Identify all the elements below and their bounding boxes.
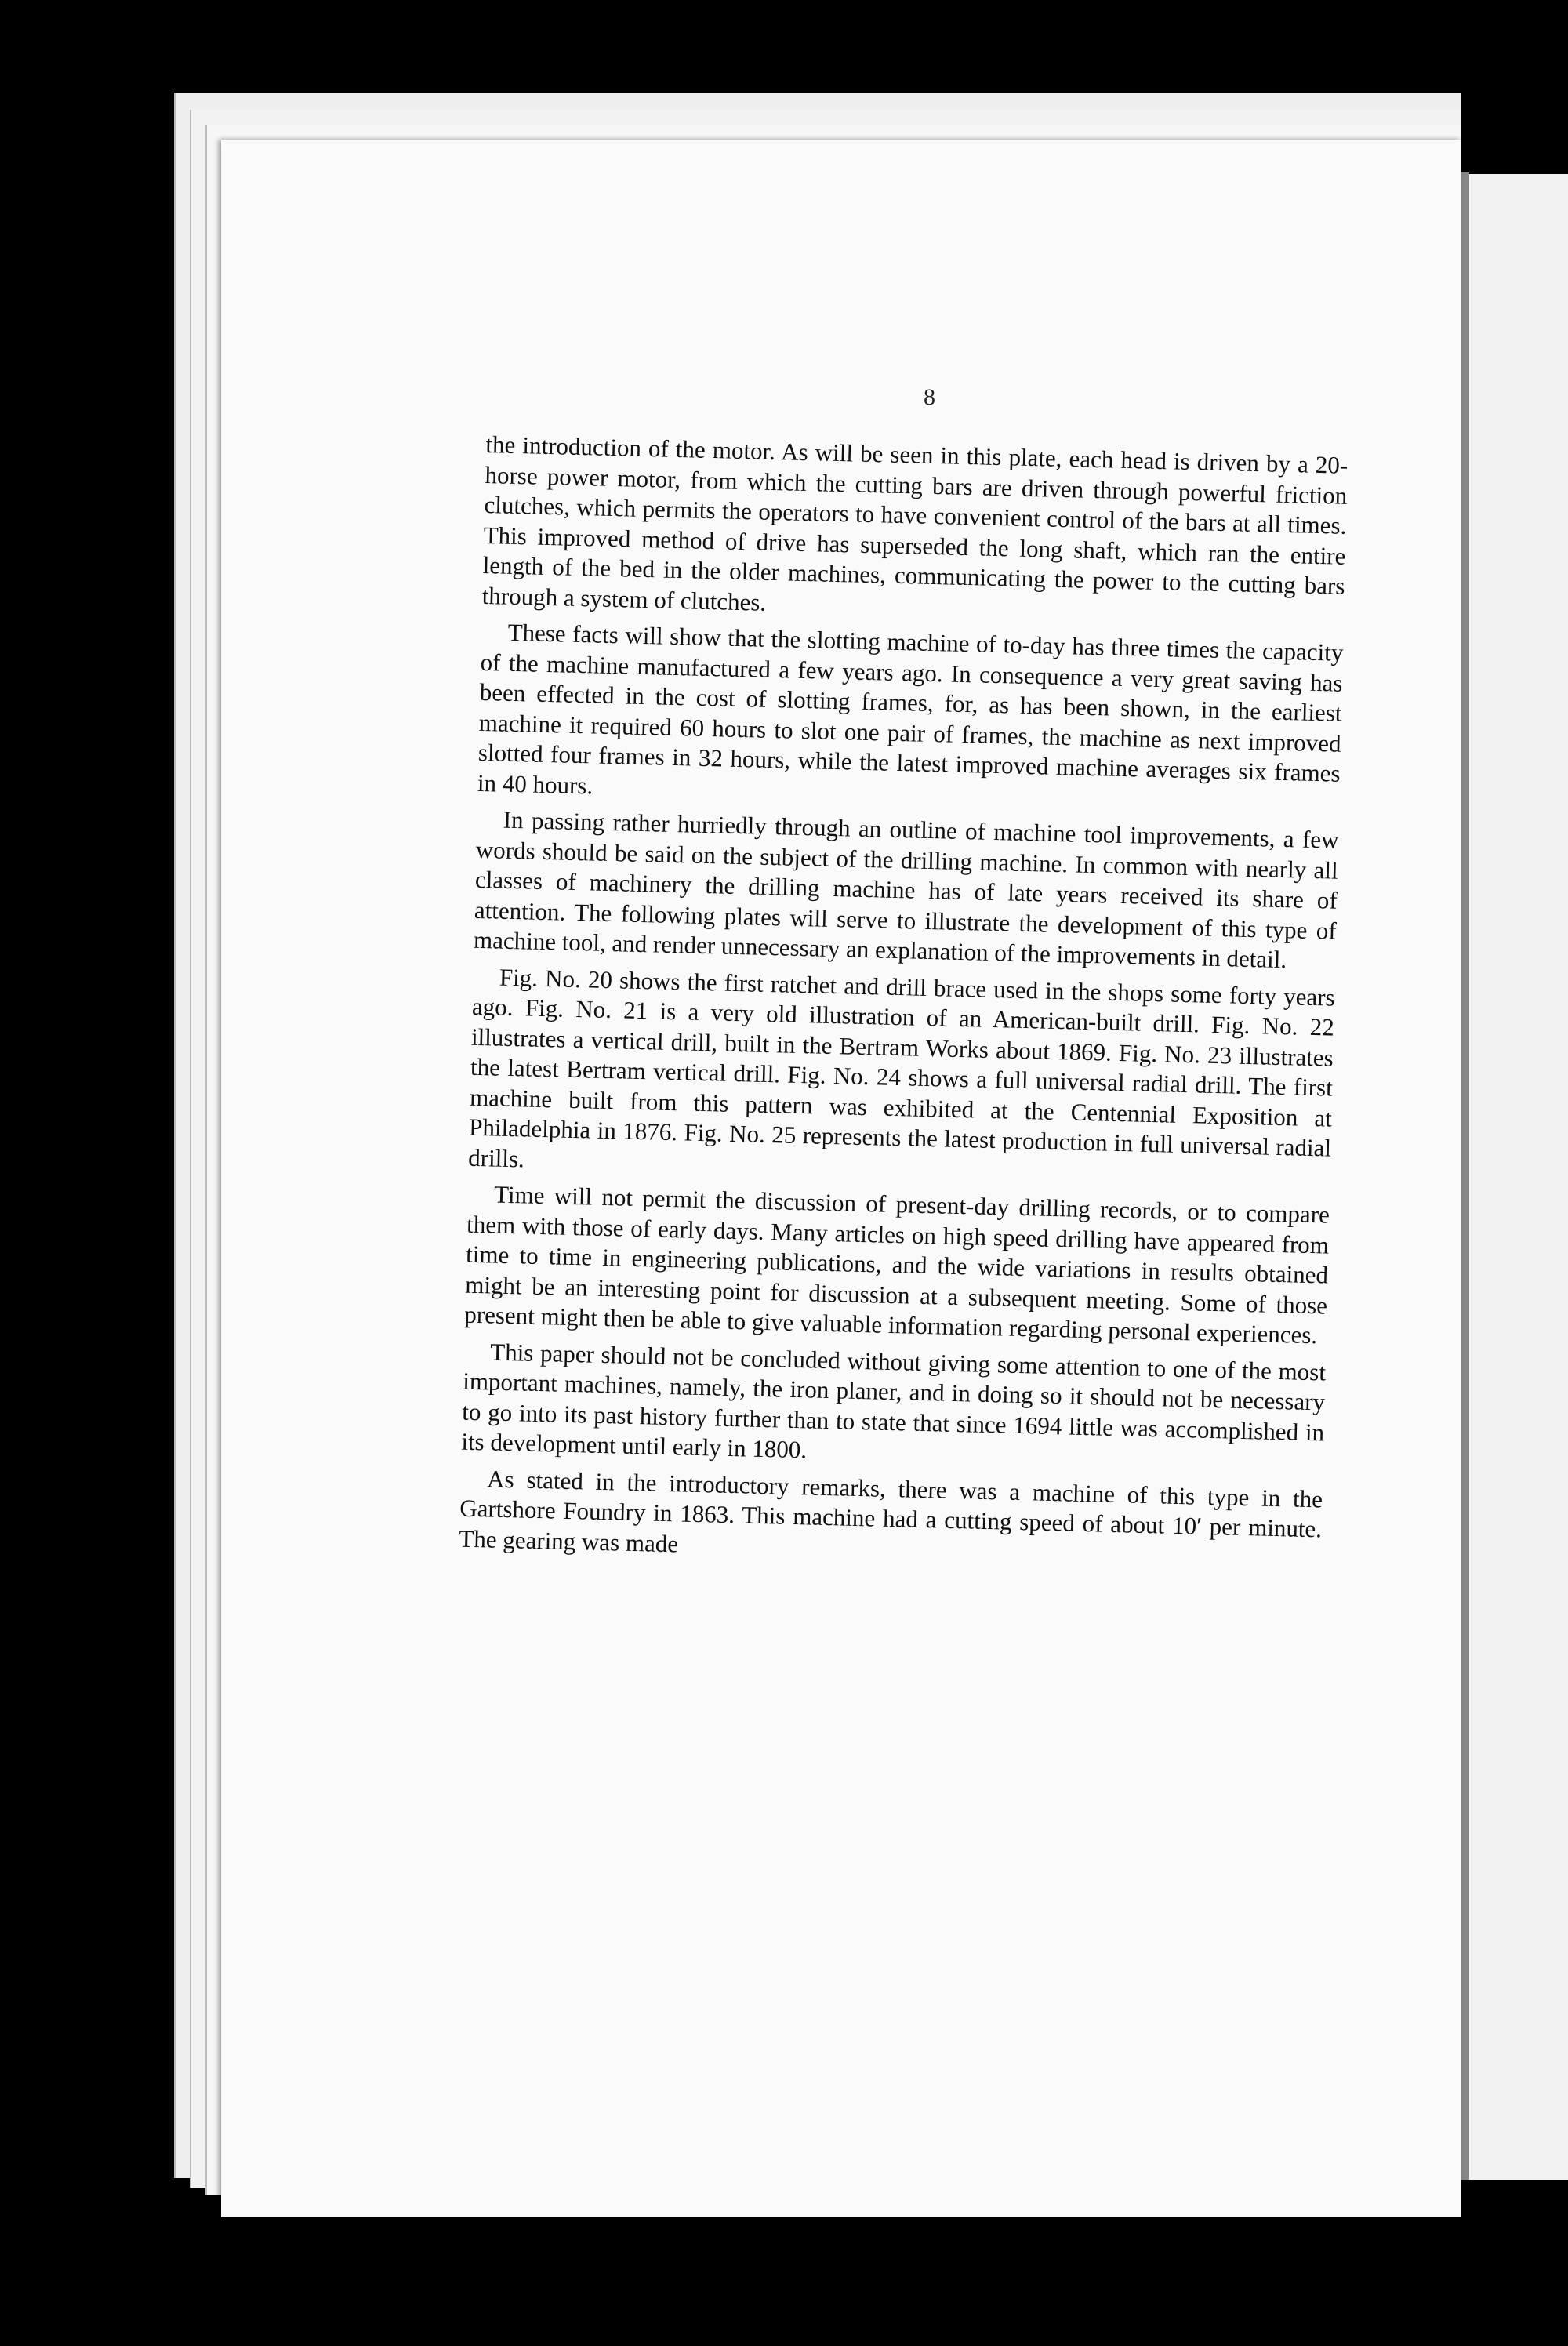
facing-page-edge: [1469, 174, 1568, 2180]
paragraph: the introduction of the motor. As will be seen in this plate, each head is driven by a 20-horse power motor, from which the cutting bars are driven through powerful friction clutches, which permits the operators to have convenient control of the bars at all times. This improved method of drive has superseded the long shaft, which ran the entire length of the bed in the older machines, communicating the power to the cutting bars through a system of clutches.: [481, 430, 1348, 616]
paragraph: This paper should not be concluded without giving some attention to one of the most important machines, namely, the iron planer, and in doing so it should not be necessary to go into its past history further than to state that since 1694 little was accomplished in its development until early in 1800.: [461, 1337, 1327, 1464]
paragraph: In passing rather hurriedly through an outline of machine tool improvements, a few words should be said on the subject of the drilling machine. In common with nearly all classes of machinery the drilling machine has of late years received its share of attention. The following plates will serve to illustrate the development of this type of machine tool, and render unnecessary an explanation of the improvements in detail.: [473, 805, 1339, 974]
paragraph: Time will not permit the discussion of present-day drilling records, or to compare them with those of early days. Many articles on high speed drilling have appeared from time to time in engineering publications, and the wide variations in results obtained might be an interesting point for discussion at a subsequent meeting. Some of those present might then be able to give valuable information regarding personal experiences.: [464, 1180, 1330, 1349]
paragraph: Fig. No. 20 shows the first ratchet and drill brace used in the shops some forty years ago. Fig. No. 21 is a very old illustration of an American-built drill. Fig. No. 22 illustrates a vertical drill, built in the Bertram Works about 1869. Fig. No. 23 illustrates the latest Bertram vertical drill. Fig. No. 24 shows a full universal radial drill. The first machine built from this pattern was exhibited at the Centennial Exposition at Philadelphia in 1876. Fig. No. 25 represents the latest production in full universal radial drills.: [467, 963, 1336, 1172]
page-gutter: [1461, 172, 1469, 2180]
body-text: [449, 430, 1348, 1956]
paragraph: As stated in the introductory remarks, there was a machine of this type in the Gartshore Foundry in 1863. This machine had a cutting speed of about 10′ per minute. The gearing was made: [459, 1464, 1323, 1557]
page-number: 8: [924, 384, 935, 410]
paragraph: These facts will show that the slotting machine of to-day has three times the capacity of the machine manufactured a few years ago. In consequence a very great saving has been effected in the cost of slotting frames, for, as has been shown, in the earliest machine it required 60 hours to slot one pair of frames, the machine as next improved slotted four frames in 32 hours, while the latest improved machine averages six frames in 40 hours.: [477, 618, 1344, 799]
